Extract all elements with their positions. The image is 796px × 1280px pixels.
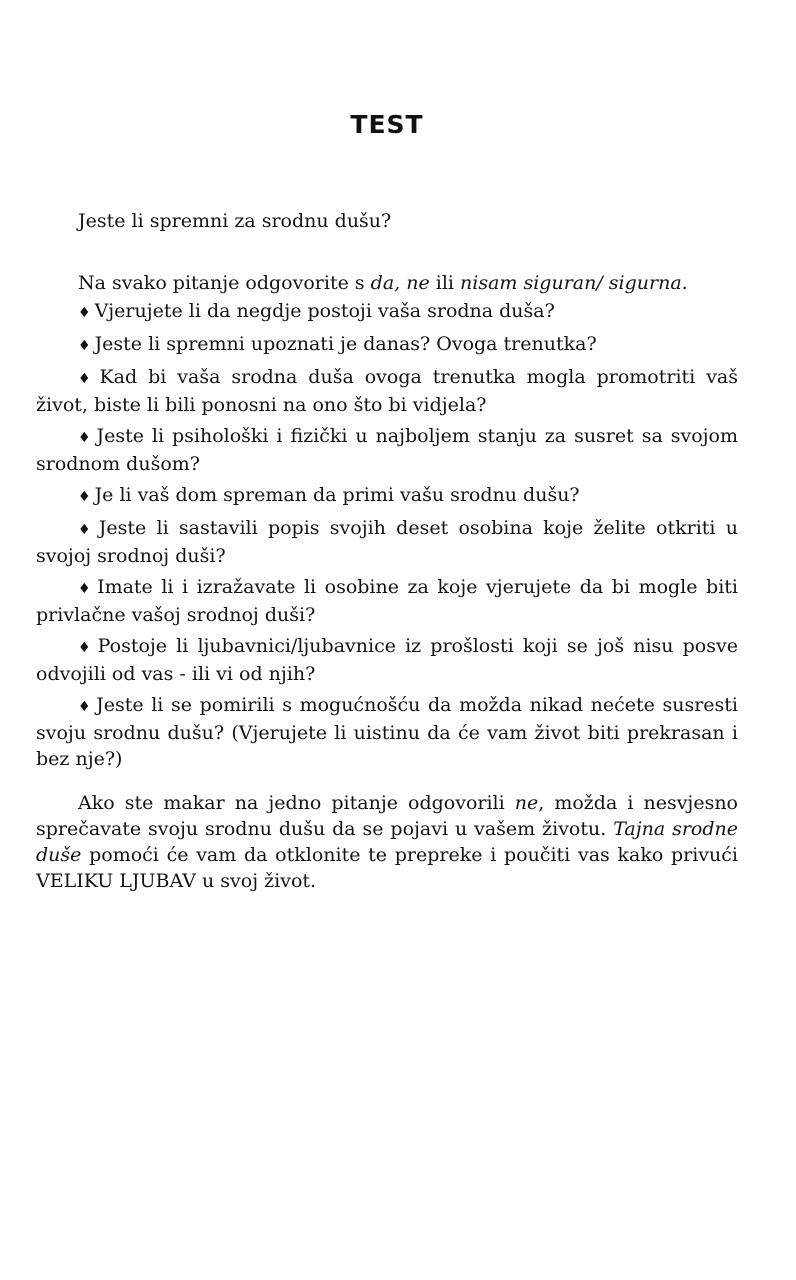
- question-item: [36, 692, 738, 772]
- diamond-bullet-icon: ♦: [78, 522, 95, 538]
- question-item: [36, 482, 738, 510]
- closing-part2: , možda i nesvjesno sprečavate svoju srodnu dušu da se pojavi u vašem životu.: [36, 792, 738, 840]
- instruction-before: Na svako pitanje odgovorite s: [78, 272, 371, 294]
- page-title: TEST: [350, 110, 424, 139]
- diamond-bullet-icon: ♦: [78, 338, 91, 354]
- book-title: Tajna srodne duše: [36, 818, 738, 866]
- closing-ne: ne: [514, 792, 539, 814]
- instruction-option-nisam: nisam siguran/ sigurna.: [460, 272, 688, 294]
- closing-paragraph: [36, 790, 738, 894]
- closing-part3: pomoći će vam da otklonite te prepreke i poučiti vas kako privući VELIKU LJUBAV u svoj život.: [36, 844, 738, 892]
- diamond-bullet-icon: ♦: [78, 430, 93, 446]
- question-text: Jeste li sastavili popis svojih deset osobina koje želite otkriti u svojoj srodnoj duši?: [36, 517, 738, 567]
- question-text: Imate li i izražavate li osobine za koje vjerujete da bi mogle biti privlačne vašoj srodnoj duši?: [36, 576, 738, 626]
- diamond-bullet-icon: ♦: [78, 699, 93, 715]
- question-list: [36, 298, 738, 777]
- question-text: Vjerujete li da negdje postoji vaša srodna duša?: [94, 300, 555, 322]
- question-item: [36, 574, 738, 628]
- diamond-bullet-icon: ♦: [78, 305, 91, 321]
- question-item: [36, 364, 738, 418]
- question-item: [36, 423, 738, 477]
- closing-part1: Ako ste makar na jedno pitanje odgovorili: [78, 792, 515, 814]
- instruction-option-da-ne: da, ne: [370, 272, 430, 294]
- diamond-bullet-icon: ♦: [78, 581, 94, 597]
- question-item: [36, 515, 738, 569]
- diamond-bullet-icon: ♦: [78, 640, 94, 656]
- question-text: Jeste li psihološki i fizički u najboljem stanju za susret sa svojom srodnom dušom?: [36, 425, 738, 475]
- instruction-paragraph: [36, 270, 738, 296]
- question-text: Je li vaš dom spreman da primi vašu srodnu dušu?: [94, 484, 580, 506]
- instruction-middle: ili: [429, 272, 461, 294]
- question-item: [36, 298, 738, 326]
- intro-question: Jeste li spremni za srodnu dušu?: [78, 210, 392, 232]
- question-item: [36, 633, 738, 687]
- diamond-bullet-icon: ♦: [78, 489, 91, 505]
- question-text: Jeste li se pomirili s mogućnošću da možda nikad nećete susresti svoju srodnu dušu? (Vjerujete li uistinu da će vam život biti prekrasan i bez nje?): [36, 694, 738, 770]
- question-text: Kad bi vaša srodna duša ovoga trenutka mogla promotriti vaš život, biste li bili ponosni na ono što bi vidjela?: [36, 366, 739, 416]
- question-text: Postoje li ljubavnici/ljubavnice iz prošlosti koji se još nisu posve odvojili od vas - ili vi od njih?: [36, 635, 738, 685]
- question-item: [36, 331, 738, 359]
- question-text: Jeste li spremni upoznati je danas? Ovoga trenutka?: [94, 333, 597, 355]
- diamond-bullet-icon: ♦: [78, 371, 96, 387]
